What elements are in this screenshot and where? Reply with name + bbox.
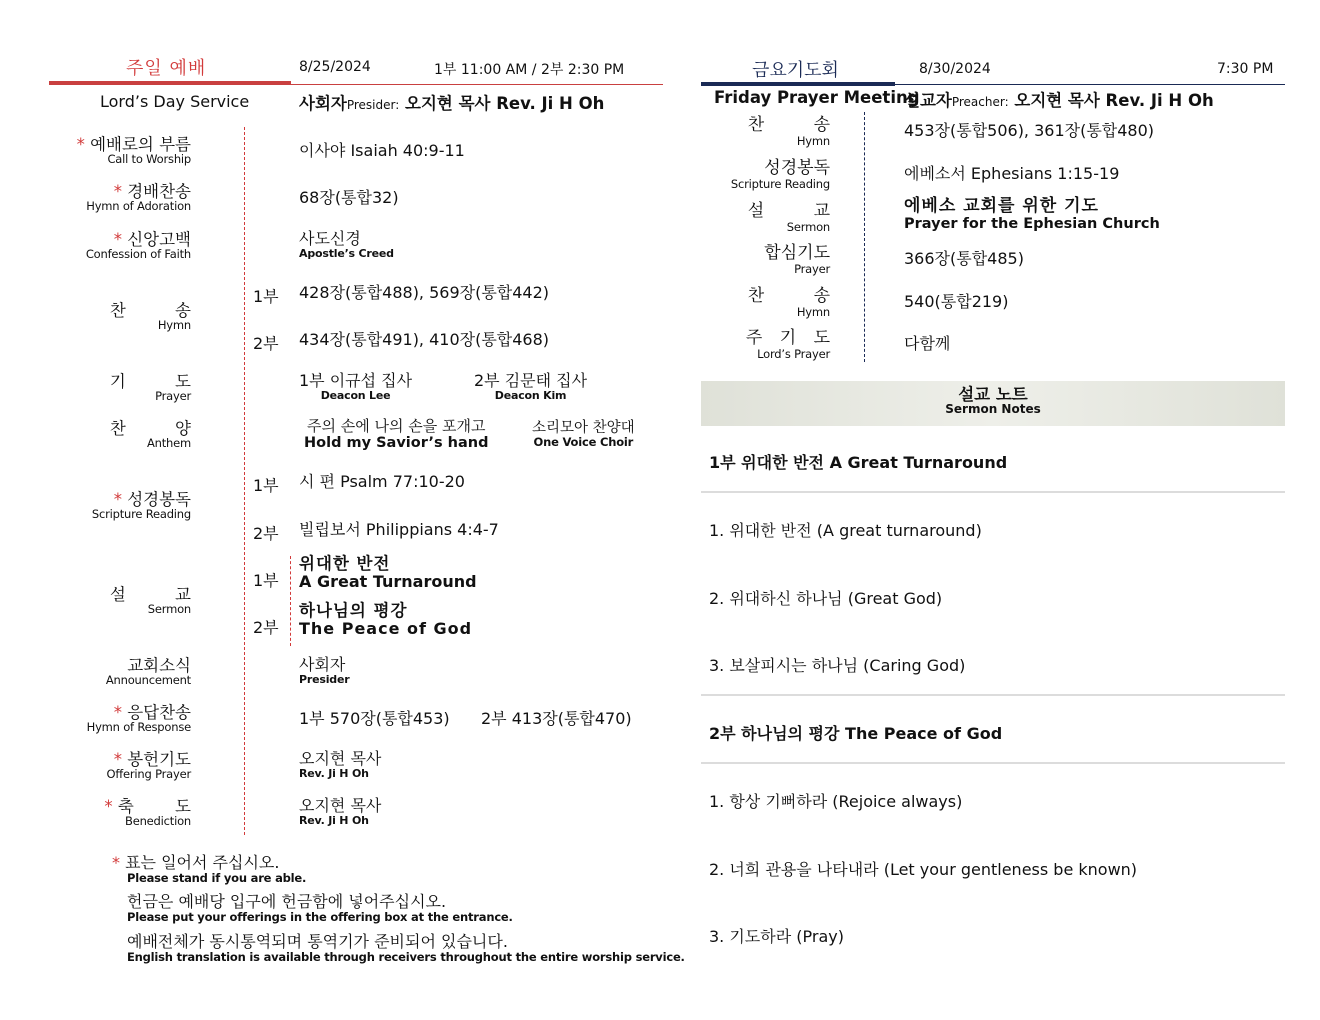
sunday-header-bar [49, 81, 291, 85]
footnote-stand: * 표는 일어서 주십시오. Please stand if you are able. [112, 853, 307, 885]
scripture-part2: 2부 [253, 524, 279, 543]
notes-title-en: Sermon Notes [945, 402, 1041, 417]
label-offering-prayer: * 봉헌기도 Offering Prayer [106, 750, 191, 782]
label-hymn: 찬 송 Hymn [109, 301, 213, 333]
value-prayer-2: 2부 김문태 집사 Deacon Kim [474, 371, 588, 402]
friday-value-hymn2: 540(통합219) [904, 292, 1009, 311]
footnote-offering: 헌금은 예배당 입구에 헌금함에 넣어주십시오. Please put your offerings in the offering box at the entrance. [127, 892, 513, 924]
friday-label-lords-prayer: 주 기 도 Lord’s Prayer [745, 328, 836, 361]
friday-label-hymn1: 찬 송 Hymn [747, 115, 852, 148]
friday-value-sermon: 에베소 교회를 위한 기도 Prayer for the Ephesian Church [904, 196, 1160, 233]
value-hymn-response-2: 2부 413장(통합470) [481, 709, 632, 728]
sunday-times: 1부 11:00 AM / 2부 2:30 PM [434, 62, 625, 78]
friday-title-ko: 금요기도회 [752, 60, 839, 81]
friday-date: 8/30/2024 [919, 61, 991, 77]
notes-divider [701, 491, 1285, 493]
friday-preacher: 설교자Preacher: 오지현 목사 Rev. Ji H Oh [904, 91, 1214, 110]
value-anthem-title: 주의 손에 나의 손을 포개고 Hold my Savior’s hand [304, 417, 489, 451]
value-anthem-choir: 소리모아 찬양대 One Voice Choir [532, 420, 635, 450]
notes-divider [701, 694, 1285, 696]
value-announcement: 사회자 Presider [299, 655, 350, 686]
label-prayer: 기 도 Prayer [109, 372, 213, 404]
notes-section1-title: 1부 위대한 반전 A Great Turnaround [709, 453, 1008, 472]
value-offering-prayer: 오지현 목사 Rev. Ji H Oh [299, 749, 382, 780]
sunday-title-ko: 주일 예배 [126, 58, 207, 79]
notes-item: 3. 기도하라 (Pray) [709, 927, 844, 946]
value-hymn-part2: 434장(통합491), 410장(통합468) [299, 330, 550, 349]
friday-value-group-prayer: 366장(통합485) [904, 249, 1024, 268]
friday-label-scripture: 성경봉독 Scripture Reading [730, 158, 830, 191]
notes-item: 1. 위대한 반전 (A great turnaround) [709, 521, 982, 540]
value-sermon-part2: 하나님의 평강 The Peace of God [299, 601, 473, 639]
value-scripture-part2: 빌립보서 Philippians 4:4-7 [299, 520, 499, 539]
notes-divider [701, 762, 1285, 764]
friday-header-rule [895, 84, 1285, 85]
notes-item: 1. 항상 기뻐하라 (Rejoice always) [709, 792, 963, 811]
label-scripture: * 성경봉독 Scripture Reading [91, 490, 191, 522]
friday-time: 7:30 PM [1217, 61, 1274, 77]
friday-value-scripture: 에베소서 Ephesians 1:15-19 [904, 164, 1120, 183]
friday-title-en: Friday Prayer Meeting [714, 88, 920, 107]
value-hymn-adoration: 68장(통합32) [299, 188, 399, 207]
label-anthem: 찬 양 Anthem [109, 419, 213, 451]
label-sermon: 설 교 Sermon [109, 585, 213, 617]
scripture-part1: 1부 [253, 476, 279, 495]
label-call-to-worship: * 예배로의 부름 Call to Worship [76, 135, 191, 167]
value-confession: 사도신경 Apostle’s Creed [299, 229, 394, 260]
friday-value-hymn1: 453장(통합506), 361장(통합480) [904, 121, 1155, 140]
value-hymn-part1: 428장(통합488), 569장(통합442) [299, 283, 550, 302]
sunday-presider: 사회자Presider: 오지현 목사 Rev. Ji H Oh [299, 94, 605, 113]
value-scripture-part1: 시 편 Psalm 77:10-20 [299, 472, 465, 491]
friday-label-group-prayer: 합심기도 Prayer [764, 243, 830, 276]
label-confession: * 신앙고백 Confession of Faith [85, 230, 191, 262]
friday-divider [864, 112, 865, 362]
notes-title-ko: 설교 노트 [958, 385, 1028, 404]
friday-label-sermon: 설 교 Sermon [747, 201, 852, 234]
notes-item: 2. 위대하신 하나님 (Great God) [709, 589, 943, 608]
sunday-title-en: Lord’s Day Service [100, 92, 250, 111]
notes-section2-title: 2부 하나님의 평강 The Peace of God [709, 724, 1003, 743]
label-hymn-adoration: * 경배찬송 Hymn of Adoration [86, 182, 191, 214]
sermon-part2: 2부 [253, 618, 279, 637]
footnote-translation: 예배전체가 동시통역되며 통역기가 준비되어 있습니다. English translation is available through receivers throughout the entire worship service. [127, 932, 685, 964]
notes-item: 3. 보살피시는 하나님 (Caring God) [709, 656, 966, 675]
friday-label-hymn2: 찬 송 Hymn [747, 286, 852, 319]
sunday-divider [244, 127, 245, 835]
hymn-part1: 1부 [253, 287, 279, 306]
sunday-date: 8/25/2024 [299, 59, 371, 75]
notes-item: 2. 너희 관용을 나타내라 (Let your gentleness be known) [709, 860, 1138, 879]
value-call-to-worship: 이사야 Isaiah 40:9-11 [299, 141, 465, 160]
sunday-header-rule [291, 84, 663, 85]
sermon-part1: 1부 [253, 571, 279, 590]
friday-header-bar [701, 82, 895, 86]
hymn-part2: 2부 [253, 334, 279, 353]
label-announcement: 교회소식 Announcement [105, 656, 191, 688]
value-sermon-part1: 위대한 반전 A Great Turnaround [299, 554, 477, 592]
value-hymn-response-1: 1부 570장(통합453) [299, 709, 450, 728]
notes-header [701, 381, 1285, 426]
value-benediction: 오지현 목사 Rev. Ji H Oh [299, 796, 382, 827]
label-benediction: * 축 도 Benediction [104, 797, 209, 829]
label-hymn-response: * 응답찬송 Hymn of Response [86, 703, 191, 735]
value-prayer-1: 1부 이규섭 집사 Deacon Lee [299, 371, 413, 402]
friday-value-lords-prayer: 다함께 [904, 334, 951, 353]
sermon-divider [290, 556, 291, 646]
